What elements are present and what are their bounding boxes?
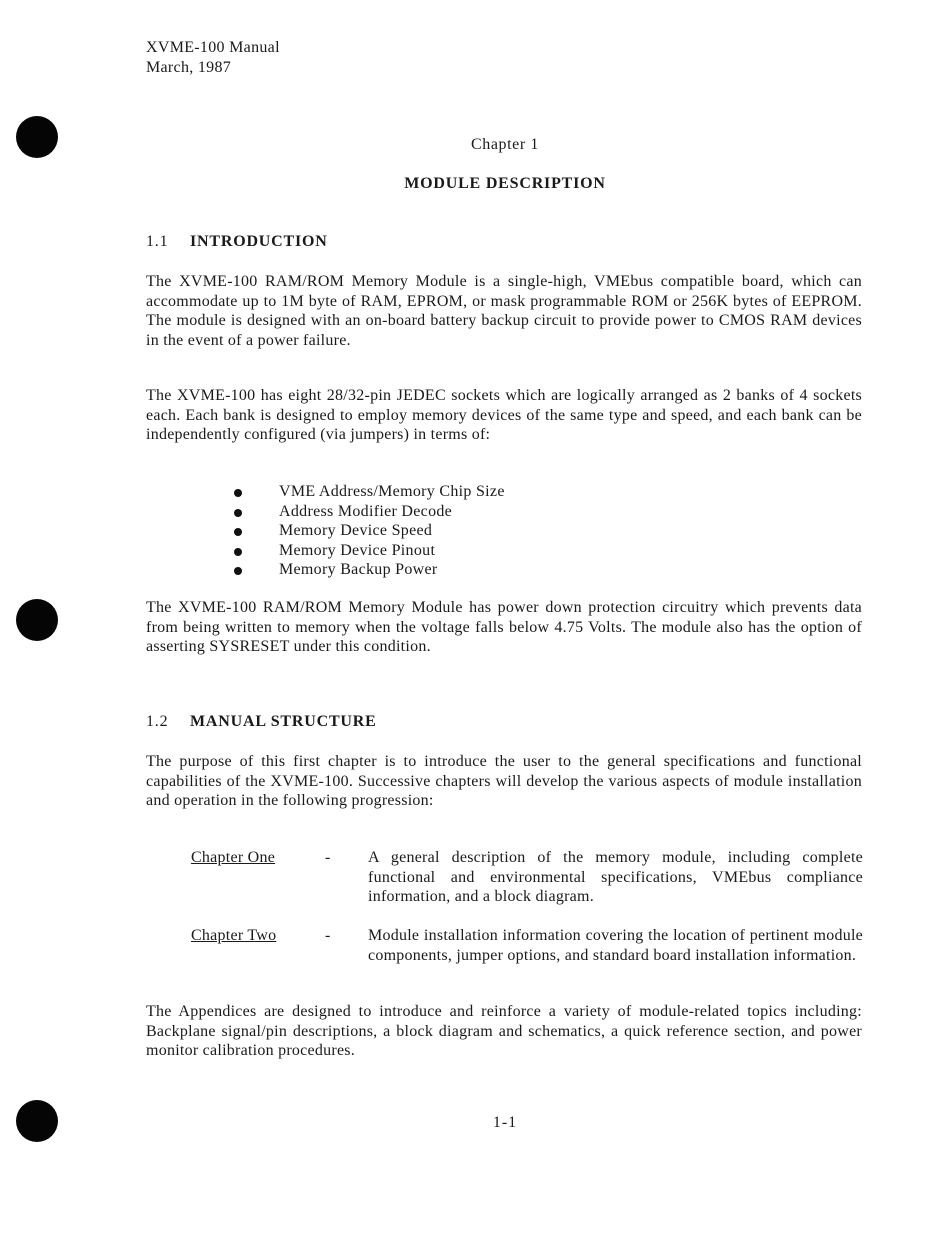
progression-term: Chapter Two bbox=[191, 927, 277, 944]
progression-description: A general description of the memory module, including complete functional and environmental specifications, VMEbus compliance information, and a block diagram. bbox=[368, 849, 863, 905]
manual-structure-paragraph-1: The purpose of this first chapter is to introduce the user to the general specifications and functional capabilities of the XVME-100. Successive chapters will develop the various aspects of module installation and operation in the following progression: bbox=[146, 753, 862, 809]
page-header bbox=[146, 38, 280, 78]
intro-paragraph-3: The XVME-100 RAM/ROM Memory Module has power down protection circuitry which prevents data from being written to memory when the voltage falls below 4.75 Volts. The module also has the option of asserting SYSRESET under this condition. bbox=[146, 599, 862, 655]
list-item: Memory Device Pinout bbox=[232, 541, 505, 561]
chapter-label: Chapter 1 bbox=[470, 136, 540, 153]
bullet-icon bbox=[234, 548, 242, 556]
manual-date: March, 1987 bbox=[146, 59, 232, 76]
page-number: 1-1 bbox=[492, 1114, 518, 1131]
progression-item-chapter-one bbox=[191, 848, 863, 907]
section-heading-manual-structure bbox=[146, 713, 377, 731]
intro-paragraph-2: The XVME-100 has eight 28/32-pin JEDEC sockets which are logically arranged as 2 banks of 4 sockets each. Each bank is designed to employ memory devices of the same type and speed, and each bank can be independently configured (via jumpers) in terms of: bbox=[146, 387, 862, 443]
list-item: Address Modifier Decode bbox=[232, 502, 505, 522]
progression-dash: - bbox=[325, 849, 331, 866]
list-item: Memory Device Speed bbox=[232, 521, 505, 541]
progression-description: Module installation information covering the location of pertinent module components, jumper options, and standard board installation information. bbox=[368, 927, 863, 964]
section-number: 1.1 bbox=[146, 233, 169, 250]
list-item: Memory Backup Power bbox=[232, 560, 505, 580]
progression-item-chapter-two bbox=[191, 926, 863, 965]
chapter-title: MODULE DESCRIPTION bbox=[404, 175, 606, 192]
section-title: INTRODUCTION bbox=[190, 233, 328, 250]
intro-paragraph-1: The XVME-100 RAM/ROM Memory Module is a single-high, VMEbus compatible board, which can accommodate up to 1M byte of RAM, EPROM, or mask programmable ROM or 256K bytes of EEPROM. The module is designed with an on-board battery backup circuit to provide power to CMOS RAM devices in the event of a power failure. bbox=[146, 273, 862, 349]
bullet-icon bbox=[234, 509, 242, 517]
section-number: 1.2 bbox=[146, 713, 169, 730]
configuration-bullet-list bbox=[232, 482, 505, 580]
progression-term: Chapter One bbox=[191, 849, 276, 866]
binder-hole-middle bbox=[16, 599, 58, 641]
bullet-icon bbox=[234, 567, 242, 575]
bullet-icon bbox=[234, 528, 242, 536]
bullet-icon bbox=[234, 489, 242, 497]
manual-structure-paragraph-2: The Appendices are designed to introduce and reinforce a variety of module-related topics including: Backplane signal/pin descriptions, a block diagram and schematics, a quick reference section, and power monitor calibration procedures. bbox=[146, 1003, 862, 1059]
list-item: VME Address/Memory Chip Size bbox=[232, 482, 505, 502]
progression-dash: - bbox=[325, 927, 331, 944]
section-title: MANUAL STRUCTURE bbox=[190, 713, 377, 730]
manual-title: XVME-100 Manual bbox=[146, 39, 280, 56]
section-heading-introduction bbox=[146, 233, 328, 251]
